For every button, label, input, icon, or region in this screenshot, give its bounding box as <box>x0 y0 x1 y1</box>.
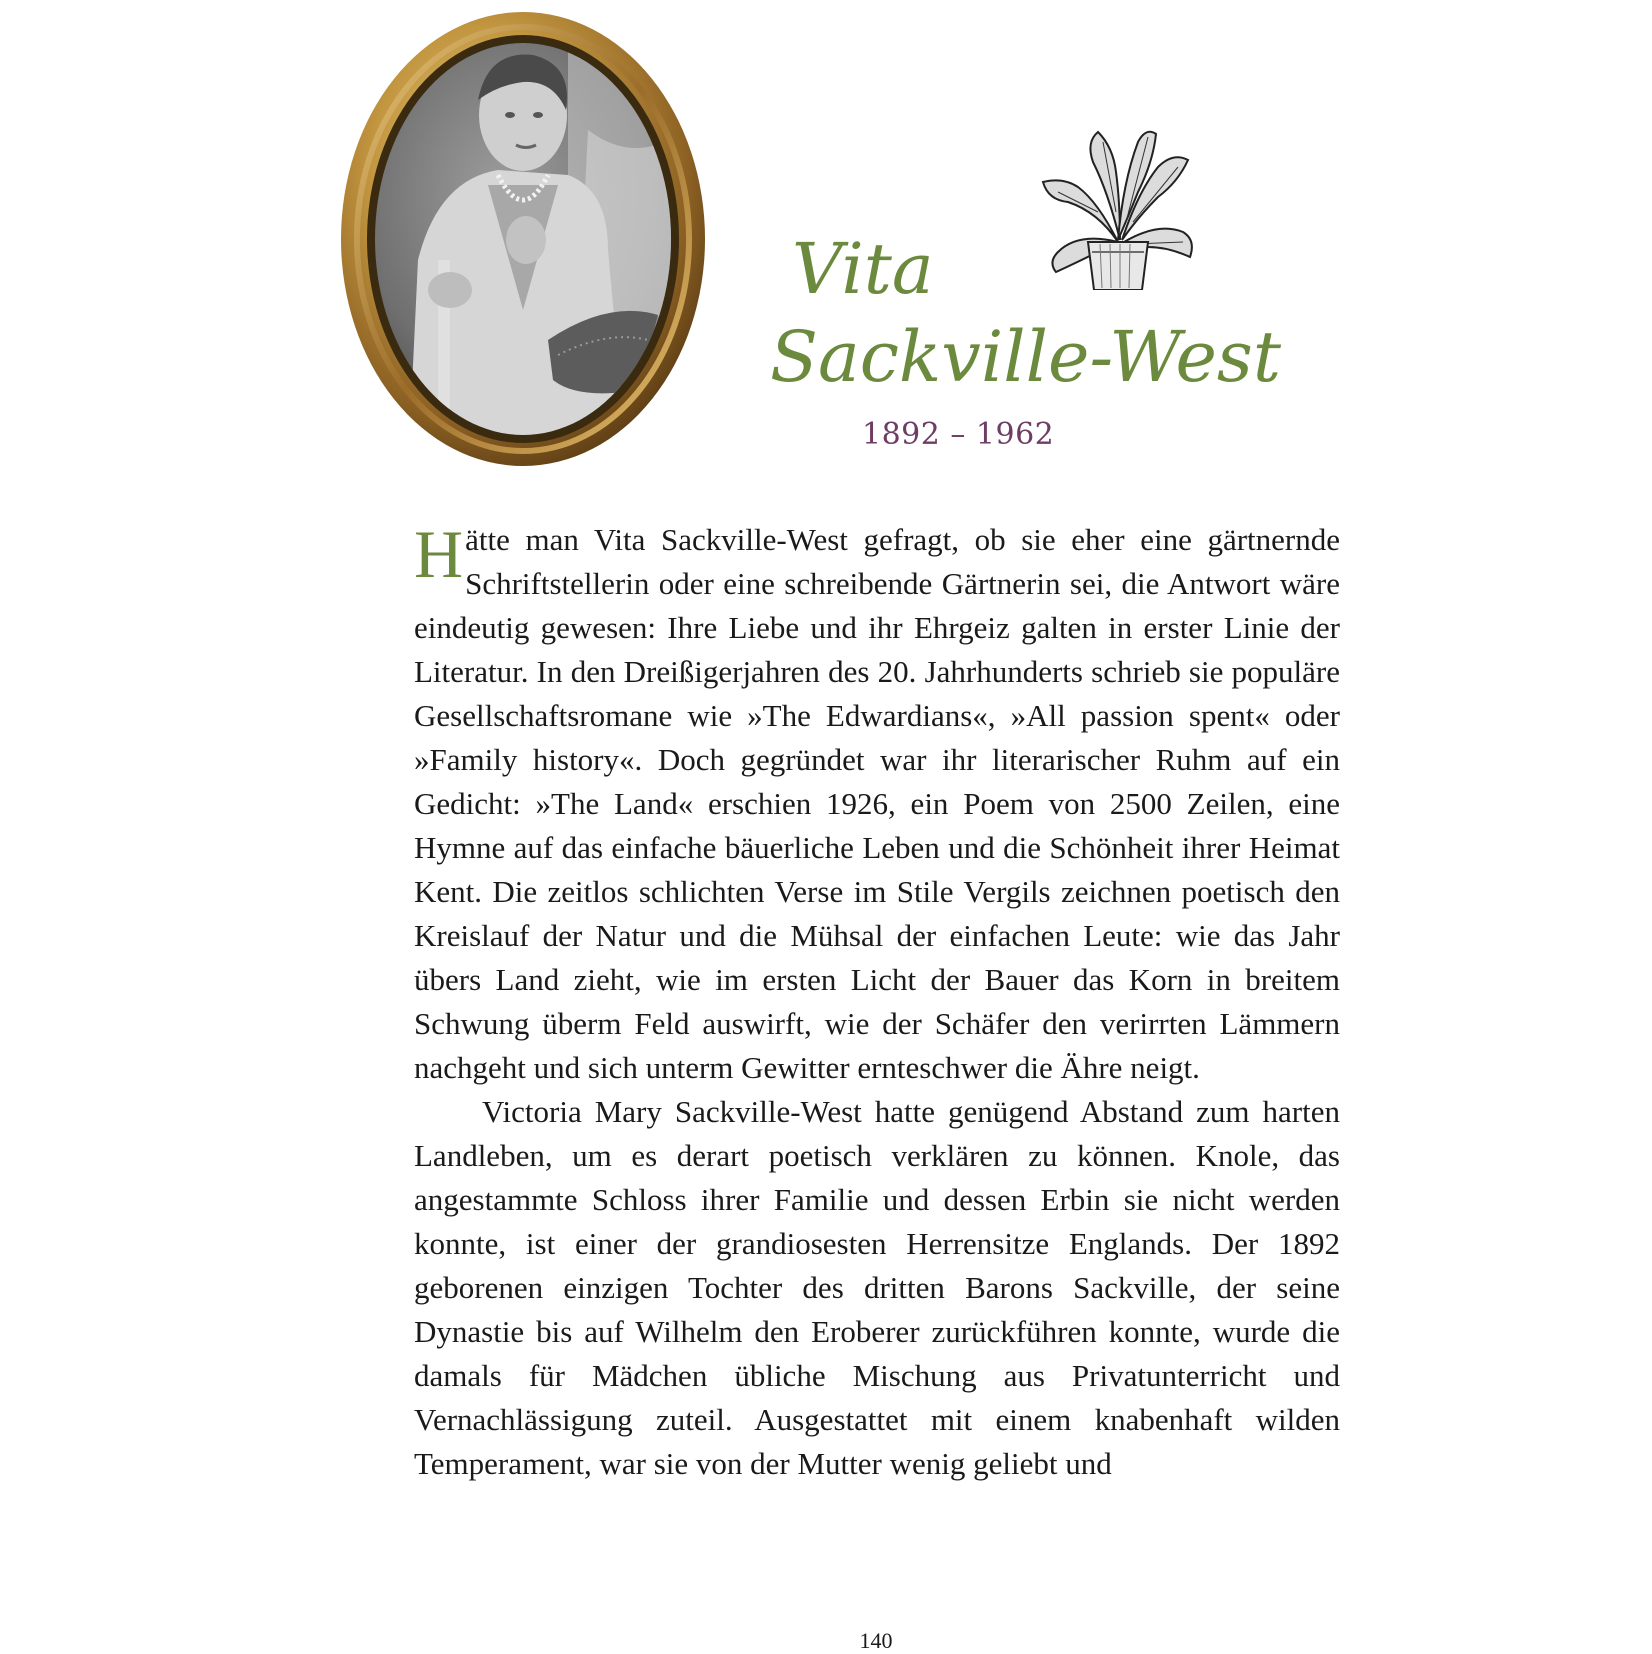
page-number: 140 <box>859 1628 893 1653</box>
paragraph-1-text: ätte man Vita Sackville-West gefragt, ob sie eher eine gärtnernde Schriftstellerin oder eine schreibende Gärtnerin sei, die Antwort wäre eindeutig gewesen: Ihre Liebe und ihr Ehrgeiz galten in erster Linie der Literatur. In den Dreißigerjahren des 20. Jahrhunderts schrieb sie populäre Gesellschaftsromane wie »The Edwardians«, »All passion spent« oder »Family history«. Doch gegründet war ihr literarischer Ruhm auf ein Gedicht: »The Land« erschien 1926, ein Poem von 2500 Zeilen, eine Hymne auf das einfache bäuerliche Leben und die Schönheit ihrer Heimat Kent. Die zeitlos schlichten Verse im Stile Vergils zeichnen poetisch den Kreislauf der Natur und die Mühsal der einfachen Leute: wie das Jahr übers Land zieht, wie im ersten Licht der Bauer das Korn in breitem Schwung überm Feld auswirft, wie der Schäfer den verirrten Lämmern nachgeht und sich unterm Gewitter ernteschwer die Ähre neigt. <box>414 522 1340 1085</box>
title-line-surname: Sackville-West <box>770 316 1281 398</box>
title-line-first-name: Vita <box>792 228 934 310</box>
page-title <box>770 225 1281 401</box>
lifespan-years: 1892 – 1962 <box>862 417 1055 452</box>
drop-cap: H <box>414 516 464 592</box>
portrait-photo <box>338 10 708 468</box>
paragraph-1 <box>414 518 1340 1090</box>
paragraph-2: Victoria Mary Sackville-West hatte genügend Abstand zum harten Landleben, um es derart poetisch verklären zu können. Knole, das angestammte Schloss ihrer Familie und dessen Erbin sie nicht werden konnte, ist einer der grandiosesten Herrensitze Englands. Der 1892 geborenen einzigen Tochter des dritten Barons Sackville, der seine Dynastie bis auf Wilhelm den Eroberer zurückführen konnte, wurde die damals für Mädchen übliche Mischung aus Privatunterricht und Vernachlässigung zuteil. Ausgestattet mit einem knabenhaft wilden Temperament, war sie von der Mutter wenig geliebt und <box>414 1094 1340 1481</box>
article-body <box>414 518 1340 1486</box>
